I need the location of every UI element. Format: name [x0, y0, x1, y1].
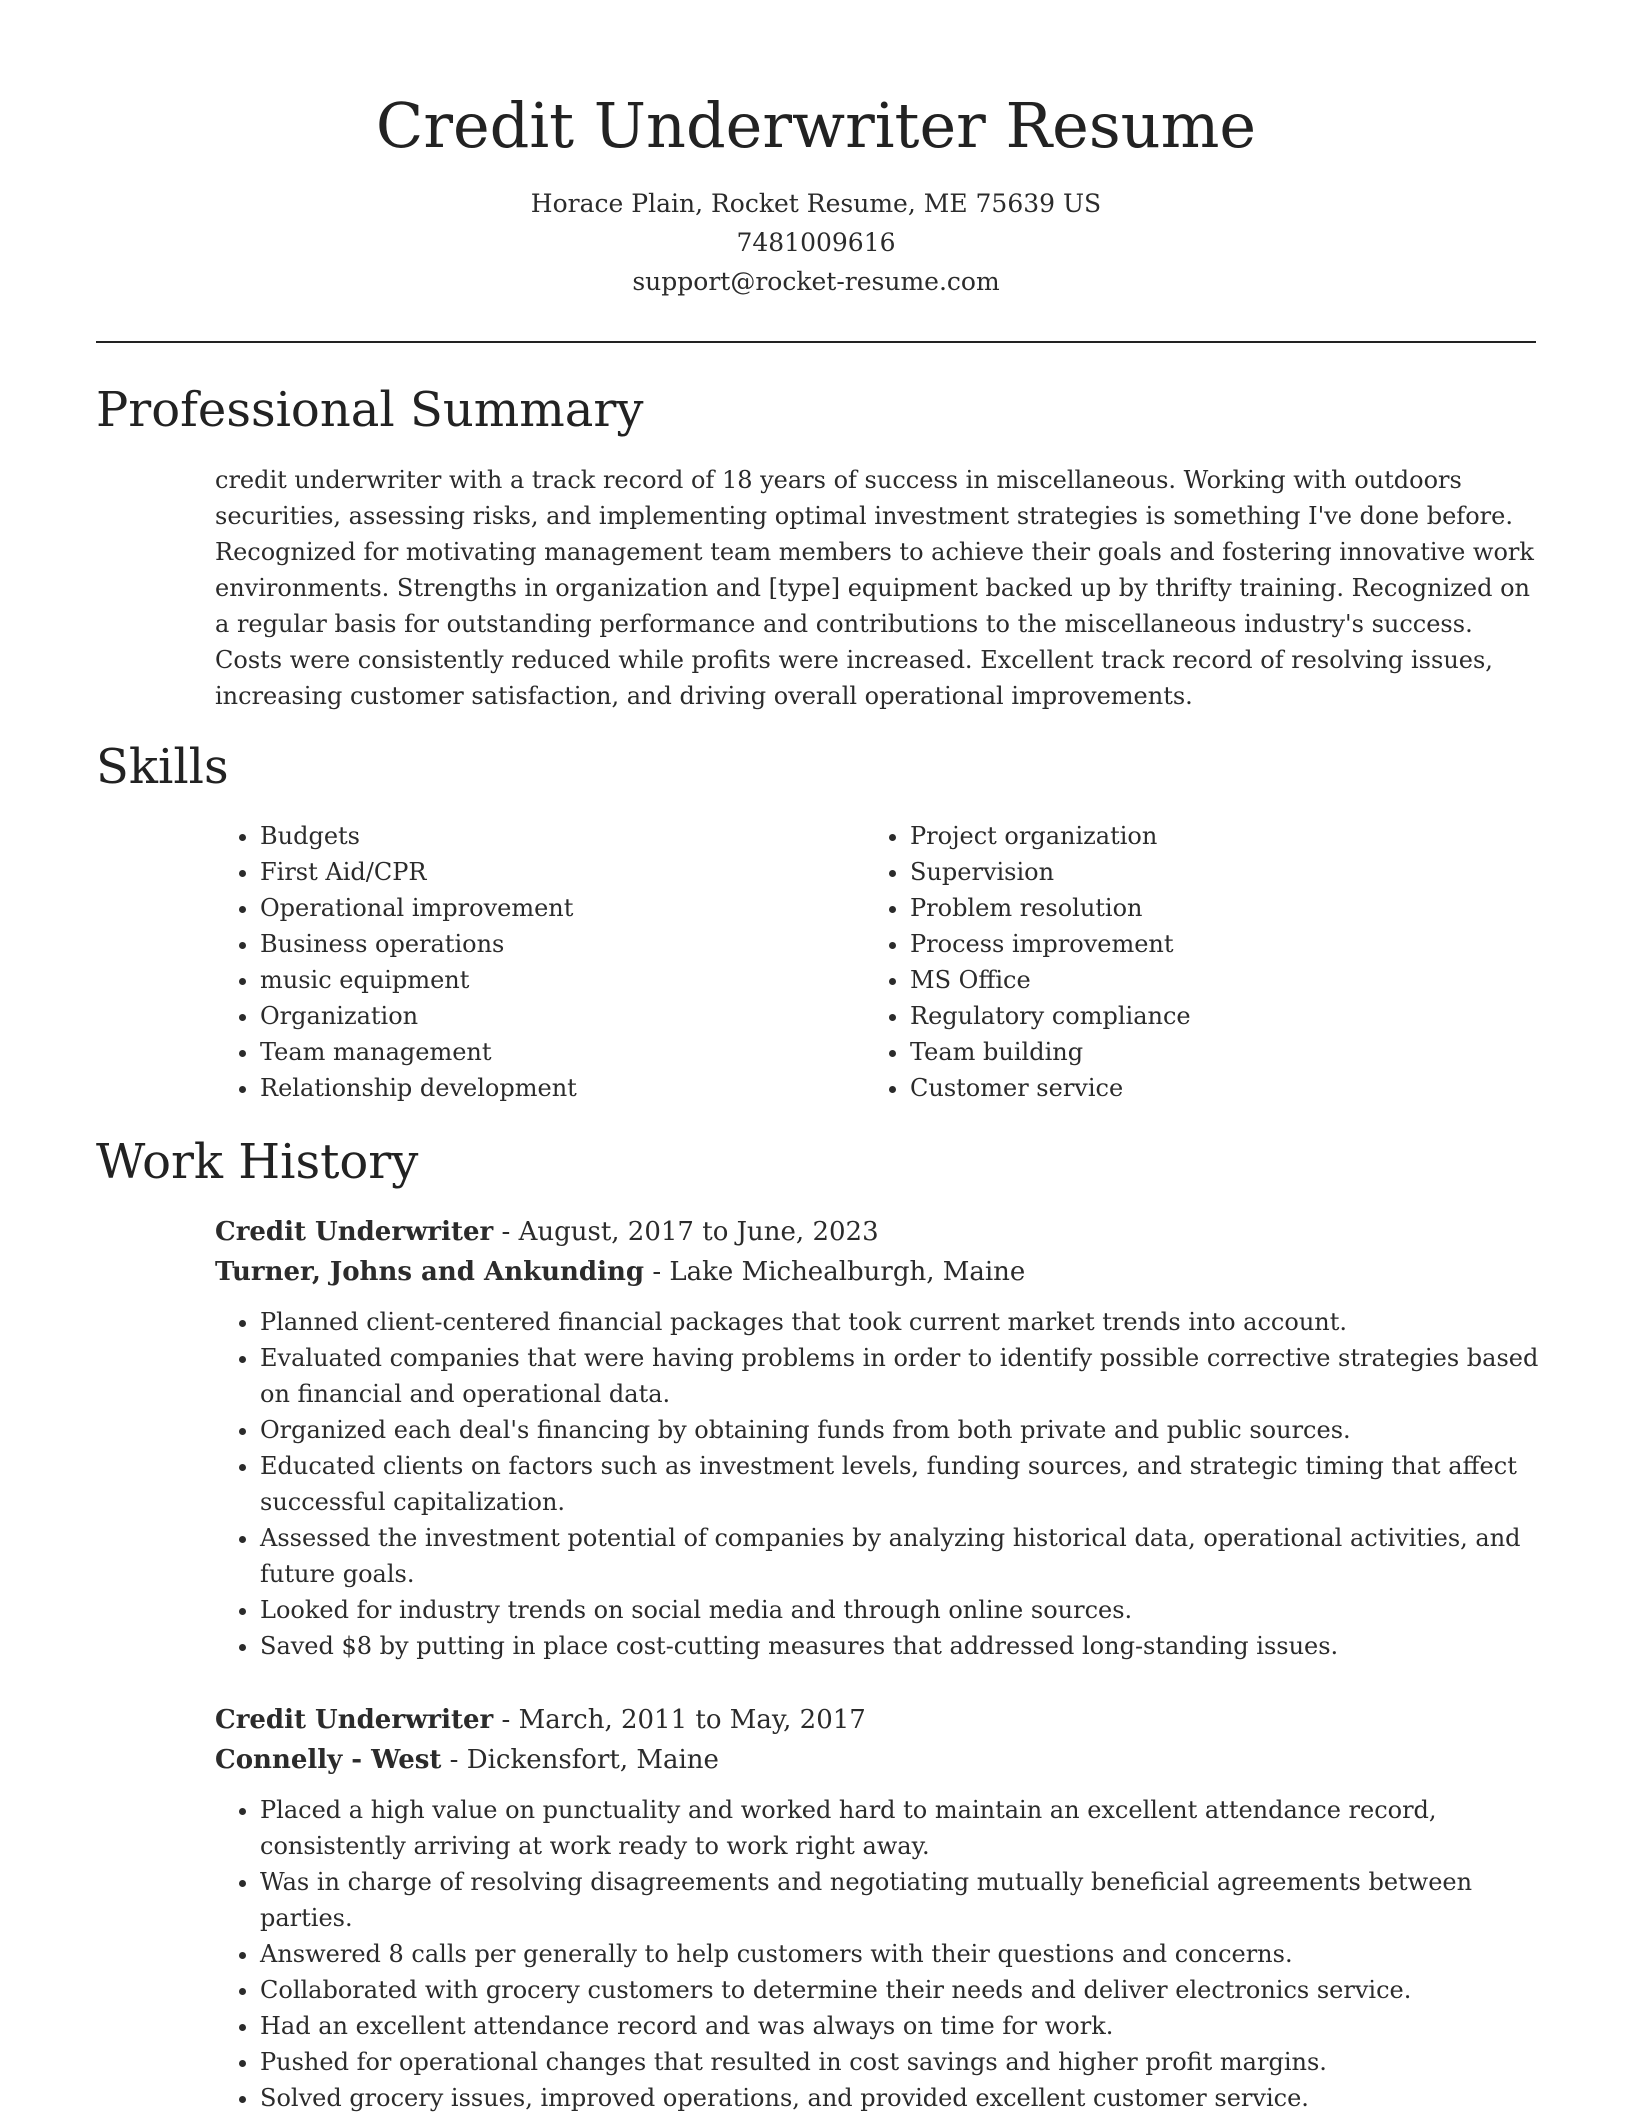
job-company-line	[215, 1740, 1545, 1780]
skill-item: • First Aid/CPR	[260, 854, 860, 890]
summary-text: credit underwriter with a track record of 18 years of success in miscellaneous. Working with outdoors securities, assessing risks, and implementing optimal investment strategies is something I've done before. Recognized for motivating management team members to achieve their goals and fostering innovative work environments. Strengths in organization and [type] equipment backed up by thrifty training. Recognized on a regular basis for outstanding performance and contributions to the miscellaneous industry's success. Costs were consistently reduced while profits were increased. Excellent track record of resolving issues, increasing customer satisfaction, and driving overall operational improvements.	[215, 466, 1534, 710]
job-role: Credit Underwriter	[215, 1217, 494, 1247]
skills-list-right	[865, 818, 1510, 1106]
job-bullet: • Placed a high value on punctuality and worked hard to maintain an excellent attendance record, consistently arriving at work ready to work right away.	[260, 1792, 1545, 1864]
skills-list-left	[215, 818, 860, 1106]
job-bullet: • Pushed for operational changes that resulted in cost savings and higher profit margins.	[260, 2044, 1545, 2080]
job-dates: - March, 2011 to May, 2017	[493, 1705, 866, 1735]
skill-item: • Customer service	[910, 1070, 1510, 1106]
summary-heading: Professional Summary	[96, 382, 644, 438]
skill-item: • music equipment	[260, 962, 860, 998]
skill-item: • Process improvement	[910, 926, 1510, 962]
job-role: Credit Underwriter	[215, 1705, 494, 1735]
skill-item: • Problem resolution	[910, 890, 1510, 926]
job-bullet: • Looked for industry trends on social media and through online sources.	[260, 1592, 1545, 1628]
job-bullet: • Had an excellent attendance record and was always on time for work.	[260, 2008, 1545, 2044]
skills-heading: Skills	[96, 739, 229, 795]
job-bullet: • Educated clients on factors such as investment levels, funding sources, and strategic timing that affect successful capitalization.	[260, 1448, 1545, 1520]
skill-item: • MS Office	[910, 962, 1510, 998]
job-bullets	[215, 1304, 1545, 1664]
job-dates: - August, 2017 to June, 2023	[493, 1217, 879, 1247]
contact-email: support@rocket-resume.com	[632, 267, 1000, 296]
job-bullet: • Assessed the investment potential of companies by analyzing historical data, operational activities, and future goals.	[260, 1520, 1545, 1592]
job-location: - Lake Michealburgh, Maine	[644, 1257, 1026, 1287]
job-bullet: • Collaborated with grocery customers to determine their needs and deliver electronics service.	[260, 1972, 1545, 2008]
job-bullet: • Organized each deal's financing by obtaining funds from both private and public sources.	[260, 1412, 1545, 1448]
skill-item: • Team management	[260, 1034, 860, 1070]
skill-item: • Budgets	[260, 818, 860, 854]
skill-item: • Organization	[260, 998, 860, 1034]
job-bullet: • Evaluated companies that were having problems in order to identify possible corrective strategies based on financial and operational data.	[260, 1340, 1545, 1412]
skill-item: • Operational improvement	[260, 890, 860, 926]
skill-item: • Team building	[910, 1034, 1510, 1070]
job-title-line	[215, 1700, 1545, 1740]
job-bullets	[215, 1792, 1545, 2116]
contact-phone: 7481009616	[736, 228, 896, 257]
skill-item: • Supervision	[910, 854, 1510, 890]
skill-item: • Business operations	[260, 926, 860, 962]
job-entry	[215, 1212, 1545, 1664]
resume-header	[0, 0, 1632, 301]
job-title-line	[215, 1212, 1545, 1252]
job-company: Turner, Johns and Ankunding	[215, 1257, 645, 1287]
job-company: Connelly - West	[215, 1745, 442, 1775]
skill-item: • Project organization	[910, 818, 1510, 854]
work-history-heading: Work History	[96, 1134, 419, 1190]
job-bullet: • Saved $8 by putting in place cost-cutting measures that addressed long-standing issues.	[260, 1628, 1545, 1664]
job-bullet: • Planned client-centered financial packages that took current market trends into account.	[260, 1304, 1545, 1340]
job-company-line	[215, 1252, 1545, 1292]
resume-title: Credit Underwriter Resume	[375, 89, 1257, 162]
job-bullet: • Was in charge of resolving disagreements and negotiating mutually beneficial agreements between parties.	[260, 1864, 1545, 1936]
job-bullet: • Solved grocery issues, improved operations, and provided excellent customer service.	[260, 2080, 1545, 2116]
contact-address: Horace Plain, Rocket Resume, ME 75639 US	[530, 189, 1102, 218]
job-location: - Dickensfort, Maine	[441, 1745, 719, 1775]
skill-item: • Relationship development	[260, 1070, 860, 1106]
skill-item: • Regulatory compliance	[910, 998, 1510, 1034]
job-bullet: • Answered 8 calls per generally to help customers with their questions and concerns.	[260, 1936, 1545, 1972]
header-divider	[96, 341, 1536, 343]
job-entry	[215, 1700, 1545, 2116]
